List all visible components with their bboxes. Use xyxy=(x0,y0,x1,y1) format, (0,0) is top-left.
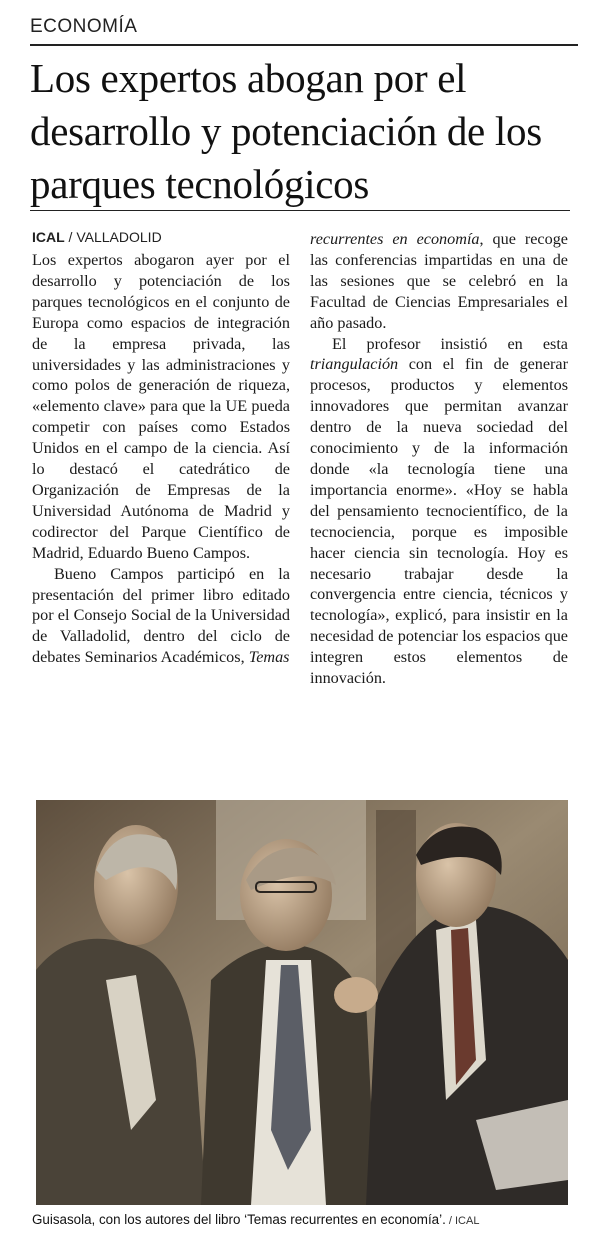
paragraph-2-end xyxy=(310,229,568,334)
paragraph-3-emphasis: triangulación xyxy=(310,355,399,374)
byline-separator: / xyxy=(64,229,77,245)
paragraph-1: Los expertos abogaron ayer por el desarrollo y potenciación de los parques tecnológicos en el conjunto de Europa como espacios de integración de la empresa privada, las universidades y las administraciones y como polos de generación de riqueza, «elemento clave» para que la UE pueda competir con países como Estados Unidos en el campo de la ciencia. Así lo destacó el catedrático de Organización de Empresas de la Universidad Autónoma de Madrid y codirector del Parque Científico de Madrid, Eduardo Bueno Campos. xyxy=(32,251,290,562)
byline-agency: ICAL xyxy=(32,229,65,245)
byline xyxy=(32,229,162,245)
paragraph-2-start xyxy=(32,564,290,669)
paragraph-3-start: El profesor insistió en esta xyxy=(332,334,568,353)
paragraph-2-text: Bueno Campos participó en la presentación del primer libro editado por el Consejo Social de la Universidad de Valladolid, dentro del ciclo de debates Seminarios Académicos, xyxy=(32,564,290,667)
caption-text: Guisasola, con los autores del libro ‘Temas recurrentes en economía’. xyxy=(32,1212,446,1227)
caption-credit: / ICAL xyxy=(445,1215,480,1227)
book-title-part-1: Temas xyxy=(248,648,290,667)
article-column-1 xyxy=(32,250,290,668)
headline: Los expertos abogan por el desarrollo y potenciación de los parques tecnológicos xyxy=(30,55,542,207)
book-title-part-2: recurrentes en economía xyxy=(310,230,480,248)
section-label: ECONOMÍA xyxy=(30,16,138,37)
paragraph-3 xyxy=(310,334,568,689)
news-photo xyxy=(36,800,568,1205)
section-rule xyxy=(30,44,578,46)
byline-location: VALLADOLID xyxy=(76,229,162,245)
photo-illustration xyxy=(36,800,568,1205)
article-column-2 xyxy=(310,229,568,689)
photo-caption xyxy=(32,1212,592,1227)
paragraph-2-end-text: , que recoge las conferencias impartidas en una de las sesiones que se celebró en la Facultad de Ciencias Empresariales el año pasado. xyxy=(310,230,568,332)
headline-rule xyxy=(30,210,570,211)
paragraph-3-end: con el fin de generar procesos, productos y elementos innovadores que permitan avanzar dentro de la nueva sociedad del conocimiento y de la información donde «la tecnología tiene una importancia enorme». «Hoy se habla del pensamiento tecnocientífico, de la tecnociencia, porque es imposible hacer ciencia sin tecnología. Hoy es necesario trabajar desde la convergencia entre ciencia, técnicos y tecnología», explicó, para insistir en la necesidad de potenciar los espacios que integren estos elementos de innovación. xyxy=(310,355,569,688)
